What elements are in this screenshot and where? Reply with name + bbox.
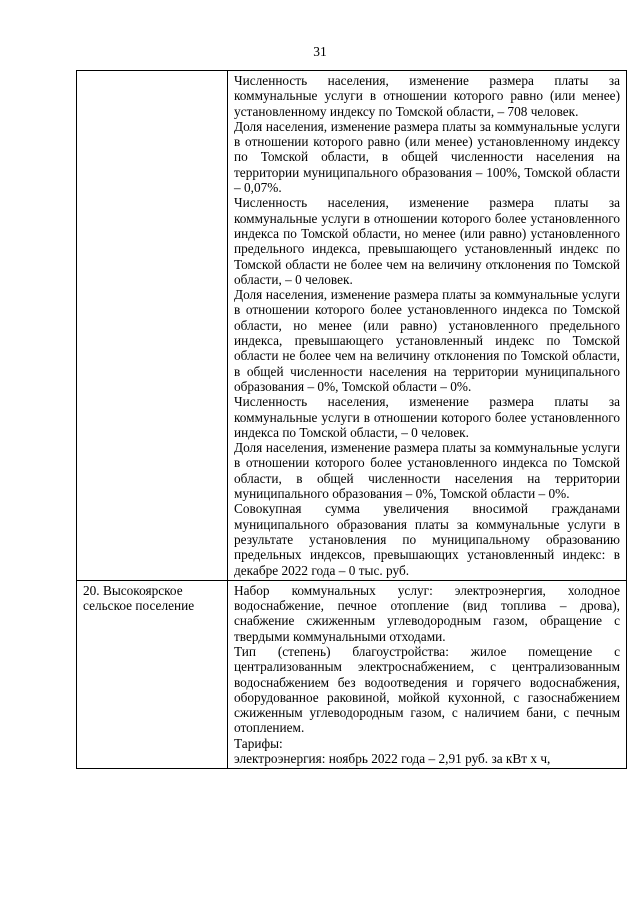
page-number: 31 bbox=[313, 44, 327, 59]
municipality-name-cell: 20. Высокоярское сельское поселение bbox=[77, 580, 228, 769]
indicators-cell bbox=[228, 580, 627, 769]
paragraph: электроэнергия: ноябрь 2022 года – 2,91 руб. за кВт х ч, bbox=[234, 751, 551, 767]
paragraph: Доля населения, изменение размера платы за коммунальные услуги в отношении которого равно (или менее) установленному индексу по Томской области, в общей численности населения на территории муниципального образования – 100%, Томской области – 0,07%. bbox=[234, 118, 620, 196]
municipality-name-cell bbox=[77, 71, 228, 581]
paragraph: Доля населения, изменение размера платы за коммунальные услуги в отношении которого более установленного индекса по Томской области, но менее (или равно) установленного предельного индекса, превышающего установленный индекс по Томской области не более чем на величину отклонения по Томской области, в общей численности населения на территории муниципального образования – 0%, Томской области – 0%. bbox=[234, 287, 620, 394]
paragraph: Тип (степень) благоустройства: жилое помещение с централизованным электроснабжением, с централизованным водоснабжением без водоотведения и горячего водоснабжения, оборудованное раковиной, мойкой кухонной, с газоснабжением сжиженным углеводородным газом, с наличием бани, с печным отоплением. bbox=[234, 643, 620, 736]
paragraph: Совокупная сумма увеличения вносимой гражданами муниципального образования платы за коммунальные услуги в результате установления по муниципальному образованию предельных индексов, превышающих установленный индекс: в декабре 2022 года – 0 тыс. руб. bbox=[234, 501, 620, 578]
paragraph: Набор коммунальных услуг: электроэнергия, холодное водоснабжение, печное отопление (вид топлива – дрова), снабжение сжиженным углеводородным газом, обращение с твердыми коммунальными отходами. bbox=[234, 582, 620, 644]
paragraph: Численность населения, изменение размера платы за коммунальные услуги в отношении которого более установленного индекса по Томской области, – 0 человек. bbox=[234, 394, 620, 440]
paragraph: Тарифы: bbox=[234, 735, 283, 751]
paragraph: Численность населения, изменение размера платы за коммунальные услуги в отношении которого равно (или менее) установленному индексу по Томской области, – 708 человек. bbox=[234, 73, 620, 119]
paragraph: Доля населения, изменение размера платы за коммунальные услуги в отношении которого более установленного индекса по Томской области, в общей численности населения на территории муниципального образования – 0%, Томской области – 0%. bbox=[234, 440, 620, 502]
municipality-table bbox=[76, 70, 627, 769]
table-row bbox=[77, 580, 627, 769]
table-row bbox=[77, 71, 627, 581]
indicators-cell bbox=[228, 71, 627, 581]
paragraph: Численность населения, изменение размера платы за коммунальные услуги в отношении которого более установленного индекса по Томской области, но менее (или равно) установленного предельного индекса, превышающего установленный индекс по Томской области не более чем на величину отклонения по Томской области, – 0 человек. bbox=[234, 195, 620, 287]
